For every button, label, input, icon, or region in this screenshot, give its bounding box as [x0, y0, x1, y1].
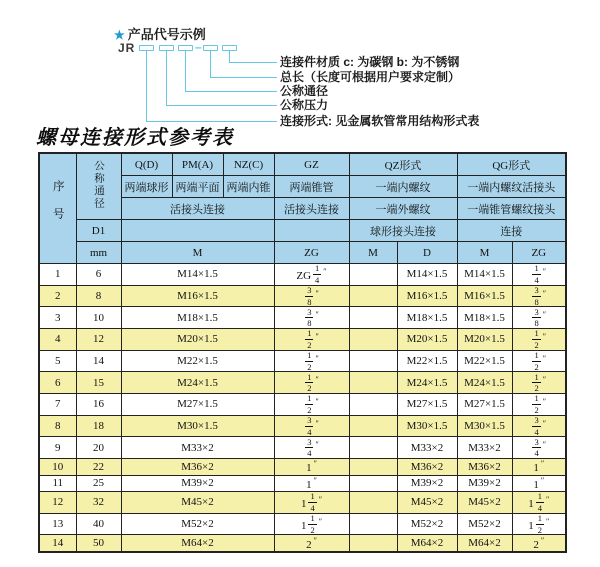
cell-m: M45×2: [121, 492, 274, 514]
cell-qg-zg: 1 $\frac{1}{4}$ ″: [512, 492, 566, 514]
header-q-desc: 两端球形: [121, 176, 172, 198]
cell-qg-m: M30×1.5: [457, 415, 512, 437]
diagram-label-form: 连接形式: 见金属软管常用结构形式表: [280, 114, 480, 128]
cell-qz-m: [349, 329, 397, 351]
header-nominal-diameter: [76, 153, 121, 220]
table-row: [39, 437, 566, 459]
header-qz-connect: 球形接头连接: [349, 220, 457, 242]
cell-qg-m: M18×1.5: [457, 307, 512, 329]
header-qz-d: D: [397, 242, 457, 264]
cell-seq: 4: [39, 329, 76, 351]
cell-m: M22×1.5: [121, 350, 274, 372]
cell-qg-zg: $\frac{1}{4}$ ″: [512, 264, 566, 286]
cell-qg-m: M36×2: [457, 459, 512, 476]
header-empty-left: [121, 220, 274, 242]
cell-qz-d: M39×2: [397, 475, 457, 492]
header-nz-desc: 两端内锥: [223, 176, 274, 198]
cell-qz-d: M20×1.5: [397, 329, 457, 351]
cell-dn: 25: [76, 475, 121, 492]
cell-seq: 11: [39, 475, 76, 492]
table-row: [39, 372, 566, 394]
cell-qz-d: M52×2: [397, 513, 457, 535]
cell-zg: $\frac{3}{4}$ ″: [274, 415, 349, 437]
cell-zg: 1 $\frac{1}{2}$ ″: [274, 513, 349, 535]
cell-qg-m: M64×2: [457, 535, 512, 552]
header-qg: QG形式: [457, 153, 566, 176]
table-row: [39, 350, 566, 372]
cell-seq: 6: [39, 372, 76, 394]
header-pm-desc: 两端平面: [172, 176, 223, 198]
cell-zg: $\frac{1}{2}$ ″: [274, 372, 349, 394]
header-qg-zg: ZG: [512, 242, 566, 264]
cell-seq: 5: [39, 350, 76, 372]
cell-qg-zg: 1 ″: [512, 459, 566, 476]
header-mm: mm: [76, 242, 121, 264]
header-qz: QZ形式: [349, 153, 457, 176]
cell-m: M33×2: [121, 437, 274, 459]
cell-m: M16×1.5: [121, 285, 274, 307]
header-qg-m: M: [457, 242, 512, 264]
table-row: [39, 513, 566, 535]
cell-qg-m: M24×1.5: [457, 372, 512, 394]
header-row-5: [39, 242, 566, 264]
diagram-label-material: 连接件材质 c: 为碳钢 b: 为不锈钢: [280, 55, 460, 69]
cell-qz-m: [349, 535, 397, 552]
header-empty-gz: [274, 220, 349, 242]
header-nz: NZ(C): [223, 153, 274, 176]
cell-dn: 10: [76, 307, 121, 329]
header-d1: D1: [76, 220, 121, 242]
header-qg-desc2: 一端锥管螺纹接头: [457, 198, 566, 220]
cell-dn: 32: [76, 492, 121, 514]
cell-dn: 18: [76, 415, 121, 437]
table-row: [39, 535, 566, 552]
header-qz-desc1: 一端内螺纹: [349, 176, 457, 198]
header-qg-connect: 连接: [457, 220, 566, 242]
cell-qg-m: M45×2: [457, 492, 512, 514]
cell-qg-zg: $\frac{3}{4}$ ″: [512, 437, 566, 459]
cell-qg-zg: 1 ″: [512, 475, 566, 492]
header-qz-m: M: [349, 242, 397, 264]
cell-qz-m: [349, 394, 397, 416]
cell-qz-d: M16×1.5: [397, 285, 457, 307]
cell-zg: 1 ″: [274, 475, 349, 492]
cell-dn: 20: [76, 437, 121, 459]
table-row: [39, 459, 566, 476]
header-row-4: [39, 220, 566, 242]
cell-seq: 3: [39, 307, 76, 329]
header-nominal-diameter-text: 公称通径: [93, 160, 104, 210]
header-seq: [39, 153, 76, 264]
cell-qz-d: M64×2: [397, 535, 457, 552]
cell-qz-m: [349, 492, 397, 514]
cell-m: M24×1.5: [121, 372, 274, 394]
cell-qz-m: [349, 437, 397, 459]
header-union-connect: 活接头连接: [121, 198, 274, 220]
cell-qz-d: M33×2: [397, 437, 457, 459]
cell-zg: $\frac{1}{2}$ ″: [274, 329, 349, 351]
table-row: [39, 329, 566, 351]
cell-qg-m: M16×1.5: [457, 285, 512, 307]
cell-qz-m: [349, 475, 397, 492]
cell-qz-m: [349, 307, 397, 329]
cell-qz-d: M24×1.5: [397, 372, 457, 394]
table-body: [39, 264, 566, 553]
cell-qg-zg: 2 ″: [512, 535, 566, 552]
cell-qz-m: [349, 513, 397, 535]
cell-m: M20×1.5: [121, 329, 274, 351]
cell-zg: 1 $\frac{1}{4}$ ″: [274, 492, 349, 514]
cell-qg-m: M39×2: [457, 475, 512, 492]
cell-dn: 16: [76, 394, 121, 416]
cell-m: M30×1.5: [121, 415, 274, 437]
table-row: [39, 394, 566, 416]
cell-qg-zg: 1 $\frac{1}{2}$ ″: [512, 513, 566, 535]
cell-m: M52×2: [121, 513, 274, 535]
header-q: Q(D): [121, 153, 172, 176]
table-row: [39, 492, 566, 514]
cell-zg: 1 ″: [274, 459, 349, 476]
cell-qz-m: [349, 350, 397, 372]
cell-zg: $\frac{3}{8}$ ″: [274, 285, 349, 307]
cell-qz-d: M18×1.5: [397, 307, 457, 329]
cell-dn: 50: [76, 535, 121, 552]
cell-seq: 7: [39, 394, 76, 416]
cell-qz-m: [349, 264, 397, 286]
cell-dn: 12: [76, 329, 121, 351]
header-qg-desc1: 一端内螺纹活接头: [457, 176, 566, 198]
header-gz-desc: 两端锥管: [274, 176, 349, 198]
star-icon: ★: [114, 28, 125, 42]
cell-qz-d: M22×1.5: [397, 350, 457, 372]
cell-m: M36×2: [121, 459, 274, 476]
cell-qg-zg: $\frac{1}{2}$ ″: [512, 350, 566, 372]
cell-zg: $\frac{3}{4}$ ″: [274, 437, 349, 459]
cell-seq: 12: [39, 492, 76, 514]
cell-seq: 8: [39, 415, 76, 437]
cell-qg-m: M27×1.5: [457, 394, 512, 416]
product-code-heading-text: 产品代号示例: [127, 27, 206, 42]
cell-qz-m: [349, 459, 397, 476]
cell-seq: 1: [39, 264, 76, 286]
cell-qz-d: M30×1.5: [397, 415, 457, 437]
cell-qz-d: M45×2: [397, 492, 457, 514]
table-row: [39, 307, 566, 329]
header-zg: ZG: [274, 242, 349, 264]
cell-qg-zg: $\frac{3}{8}$ ″: [512, 307, 566, 329]
table-title: 螺母连接形式参考表: [36, 125, 234, 149]
cell-seq: 9: [39, 437, 76, 459]
cell-qg-m: M20×1.5: [457, 329, 512, 351]
header-row-1: [39, 153, 566, 176]
diagram-label-pressure: 公称压力: [280, 98, 329, 112]
cell-dn: 40: [76, 513, 121, 535]
cell-dn: 8: [76, 285, 121, 307]
diagram-label-length: 总长（长度可根据用户要求定制）: [280, 70, 461, 84]
cell-m: M64×2: [121, 535, 274, 552]
cell-qg-zg: $\frac{1}{2}$ ″: [512, 372, 566, 394]
cell-m: M27×1.5: [121, 394, 274, 416]
cell-seq: 2: [39, 285, 76, 307]
cell-qg-m: M33×2: [457, 437, 512, 459]
cell-m: M39×2: [121, 475, 274, 492]
connector-line-form: [146, 51, 277, 122]
cell-dn: 22: [76, 459, 121, 476]
header-gz: GZ: [274, 153, 349, 176]
cell-qg-m: M14×1.5: [457, 264, 512, 286]
table-row: [39, 415, 566, 437]
cell-m: M14×1.5: [121, 264, 274, 286]
cell-zg: ZG $\frac{1}{4}$ ″: [274, 264, 349, 286]
cell-qz-m: [349, 285, 397, 307]
code-prefix: JR: [118, 41, 136, 55]
cell-dn: 15: [76, 372, 121, 394]
table-row: [39, 475, 566, 492]
table-row: [39, 264, 566, 286]
header-pm: PM(A): [172, 153, 223, 176]
table-header: [39, 153, 566, 264]
cell-qz-m: [349, 415, 397, 437]
cell-zg: $\frac{1}{2}$ ″: [274, 394, 349, 416]
code-dash: –: [195, 40, 202, 54]
cell-qg-zg: $\frac{1}{2}$ ″: [512, 394, 566, 416]
cell-qg-zg: $\frac{3}{8}$ ″: [512, 285, 566, 307]
cell-zg: 2 ″: [274, 535, 349, 552]
cell-qg-zg: $\frac{3}{4}$ ″: [512, 415, 566, 437]
header-qz-desc2: 一端外螺纹: [349, 198, 457, 220]
header-seq-text: 序号: [51, 179, 64, 235]
cell-dn: 6: [76, 264, 121, 286]
cell-seq: 10: [39, 459, 76, 476]
cell-seq: 14: [39, 535, 76, 552]
cell-dn: 14: [76, 350, 121, 372]
cell-qg-zg: $\frac{1}{2}$ ″: [512, 329, 566, 351]
cell-qg-m: M22×1.5: [457, 350, 512, 372]
cell-qz-d: M14×1.5: [397, 264, 457, 286]
cell-seq: 13: [39, 513, 76, 535]
cell-qz-d: M27×1.5: [397, 394, 457, 416]
nut-connection-reference-table: [38, 152, 567, 553]
cell-zg: $\frac{1}{2}$ ″: [274, 350, 349, 372]
header-gz-connect: 活接头连接: [274, 198, 349, 220]
table-row: [39, 285, 566, 307]
cell-zg: $\frac{3}{8}$ ″: [274, 307, 349, 329]
diagram-label-diameter: 公称通径: [280, 84, 329, 98]
cell-m: M18×1.5: [121, 307, 274, 329]
cell-qz-m: [349, 372, 397, 394]
cell-qg-m: M52×2: [457, 513, 512, 535]
cell-qz-d: M36×2: [397, 459, 457, 476]
header-m: M: [121, 242, 274, 264]
